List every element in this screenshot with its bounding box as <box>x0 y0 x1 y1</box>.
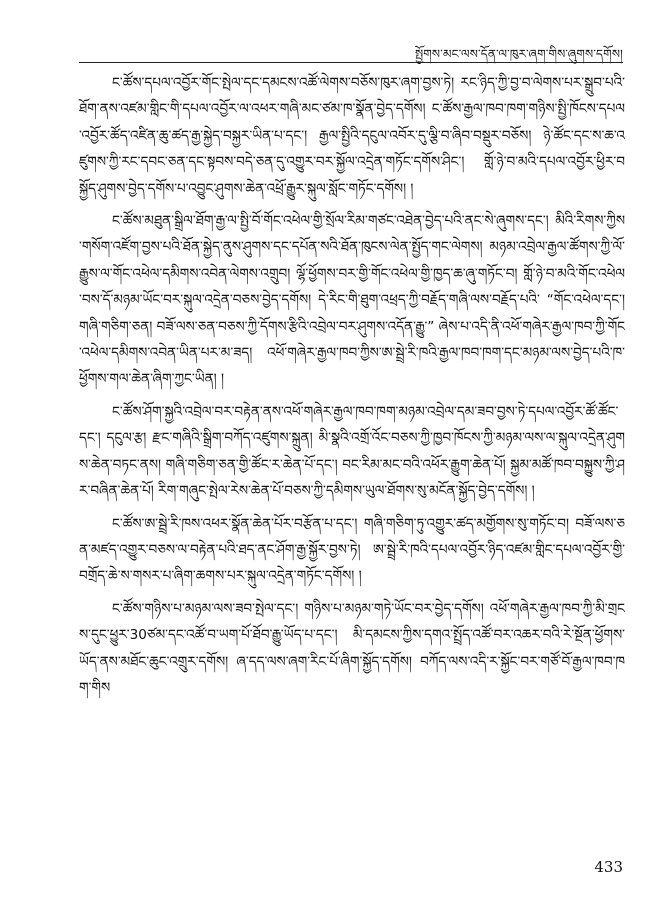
paragraph-5: ང་ཚོས་གཉིས་པ་མཉམ་ལས་ཟབ་སྤེལ་དང་། གཉིས་པ་མཉམ་གཏེ་ཡོང་བར་བྱེད་དགོས། འཕོ་གཞེར་རྒྱལ་ཁབ་ཀྱི་མི་གྲངས་དུང་ཕྱུར་30ཙམ་དང་འཚོ་བ་ཡག་པོ་ཐོབ་རྒྱུ་ཡོད་པ་དང་། མི་དམངས་ཀྱིས་དགའ་སྤྲོད་འཚོ་བར་འཆར་བའི་རེ་སྔོན་ཕྱོགས་ཡོད་ནས་མཐོང་ཆུང་འགྲུར་དགོས། ཞ་དད་ལས་ཞག་རིང་པོ་ཞིག་སྐྱོད་དགོས། བཀོད་ལས་འདི་ར་སྐྱོང་བར་གཙོ་བོ་རྒྱལ་ཁབ་ཁག་གིས <box>79 600 625 696</box>
paragraph-3: ང་ཚོས་ཤོག་སྐྱའི་འབྲེལ་བར་བརྟེན་ནས་འཕོ་གཞེར་རྒྱལ་ཁབ་ཁག་མཉམ་འབྲེལ་དམ་ཟབ་བྱས་ཏེ་དཔལ་འབྱོར་ཚོ་ཚོང་དང་། དངུལ་རྩ། རྫང་གཞིའི་སྒྲིག་བཀོད་འཛུགས་སྐྲུན། མི་སྣའི་འགྲོ་འོང་བཅས་ཀྱི་ཁྱབ་ཁོངས་ཀྱི་མཉམ་ལས་ལ་སྐུལ་འདྲེན་ཤུགས་ཆེན་བཏང་ནས། གཞི་གཅིག་ཅན་གྱི་ཚོང་ར་ཆེན་པོ་དང་། བང་རིམ་མང་བའི་འཕོར་རྒྱུག་ཆེན་པོ། སྐྱམ་མཚོ་ཁབ་བསྐྱུས་ཀྱི་ཤར་བཞིན་ཆེན་པོ། རིག་གཞུང་སྤེལ་རེས་ཆེན་པོ་བཅས་ཀྱི་དམིགས་ཡུལ་ཐོགས་སུ་མངོན་སྐྱོད་བྱེད་དགོས། ། <box>79 403 625 500</box>
running-header: སྤྱོགས་མང་ལས་དོན་ལ་ཁུར་ཞག་གིས་ཞུགས་དགོས། <box>414 47 623 61</box>
paragraph-4: ང་ཚོས་ཨ་སྦྲེ་རི་ཁས་འཕར་སྣོན་ཆེན་པོར་བརྩོན་པ་དང་། གཞི་གཅིག་ཏུ་འགྱུར་ཚད་མགྱོགས་སུ་གཏོང་བ། བཟོ་ལས་ཅན་མཛད་འགྱུར་བཅས་ལ་བརྟེན་པའི་ཐད་ནང་ཤོག་རྒྱ་སྐྱོར་བྱས་ཏེ། ཨ་སྦྲེ་རི་ཁའི་དཔལ་འབྱོར་ཉིད་འཛམ་གླིང་དཔལ་འབྱོར་གྱི་བགྲོད་ཆེ་ས་གསར་པ་ཞིག་ཆགས་པར་སྐུལ་འདྲེན་གཏོང་དགོས། ། <box>79 515 625 585</box>
paragraph-2: ང་ཚོས་མཐུན་སྒྲིལ་ཐོག་རྒྱ་ལ་སྤྱི་བོ་གོང་འཕེལ་གྱི་སྲོལ་རིམ་གཙང་འཐེན་བྱེད་པའི་ནང་སེ་ཞུགས་དང་། མིའི་རིགས་ཀྱིས་གསོག་འཛོག་བྱས་པའི་ཐོན་སྐྱེད་ནུས་ཤུགས་དང་དཔོན་སའི་ཐོན་ཁུངས་ལེན་སྤྱོད་གང་ལེགས། མཉམ་འབྲེལ་རྒྱལ་ཚོགས་ཀྱི་ལོ་རྒྱུས་ལ་གོང་འཕེལ་དམིགས་འབེན་ལེགས་འགྲུབ། ལྷོ་ཕྱོགས་བར་གྱི་གོང་འཕེལ་གྱི་ཁྱད་ཆ་ཞུ་གཏོང་བ། གློ་ཉེ་བ་མའི་གོང་འཕེལ་བས་དོ་མཉམ་ཡོང་བར་སྐུལ་འདྲེན་བཅས་བྱེད་དགོས། དེ་རིང་གི་ཐུག་འཕྲད་ཀྱི་བརྗོད་གཞི་ལས་བརྗོད་པའི་ “གོང་འཕེལ་དང་། གཞི་གཅིག་ཅན། བཟོ་ལས་ཅན་བཅས་ཀྱི་དོགས་རྩིའི་འབྲེལ་བར་ཤུགས་འདོན་རྒྱུ་” ཞེས་པ་འདི་ནི་འཕོ་གཞེར་རྒྱལ་ཁབ་ཀྱི་གོང་འཕེལ་དམིགས་འབེན་ཡིན་པར་མ་ཟད། འཕོ་གཞེར་རྒྱལ་ཁབ་ཀྱིས་ཨ་སྦྲེ་རི་ཁའི་རྒྱལ་ཁབ་ཁག་དང་མཉམ་ལས་བྱེད་པའི་ཁ་ཕྱོགས་གལ་ཆེན་ཞིག་ཀྱང་ཡིན། ། <box>79 213 625 388</box>
body-text <box>79 70 625 701</box>
header-divider <box>79 62 623 63</box>
paragraph-1: ང་ཚོས་དཔལ་འབྱོར་གོང་སྤེལ་དང་དམངས་འཚོ་ལེགས་བཅོས་ཁུར་ཞག་བྱས་ཏེ། རང་ཉིད་ཀྱི་བྱ་བ་ལེགས་པར་སྒྲུབ་པའི་ཐོག་ནས་འཛམ་གླིང་གི་དཔལ་འབྱོར་ལ་འཕར་གཞི་མང་ཙམ་ཁ་སྣོན་བྱེད་དགོས། ང་ཚོས་རྒྱལ་ཁབ་ཁག་གཉིས་སྤྱི་ཁོངས་དཔལ་འབྱོར་ཚོད་འཛིན་ཆུ་ཚད་རྒྱ་སྐྱེད་བསྐྱར་ཡིན་པ་དང་། རྒྱལ་སྤྱིའི་དངུལ་འབོར་དུ་ལྕི་བ་ཞིབ་བསྡུར་བཅོས། ཉེ་ཚོང་དང་ས་ཆ་འཛུགས་ཀྱི་རང་དབང་ཅན་དང་སྟབས་བདེ་ཅན་དུ་འགྱུར་བར་སྐྱོལ་འདྲེན་གཏོང་དགོས་ཤིང་། གློ་ཉེ་བ་མའི་དཔལ་འབྱོར་ཕྱིར་བསྐྱོད་ཤུགས་བྱེད་དགོས་པ་འབྱུང་ཤུགས་ཆེན་འཕྲོ་རྒྱུར་སྐུལ་སློང་གཏོང་དགོས། ། <box>79 75 625 197</box>
page-number: 433 <box>594 858 623 876</box>
